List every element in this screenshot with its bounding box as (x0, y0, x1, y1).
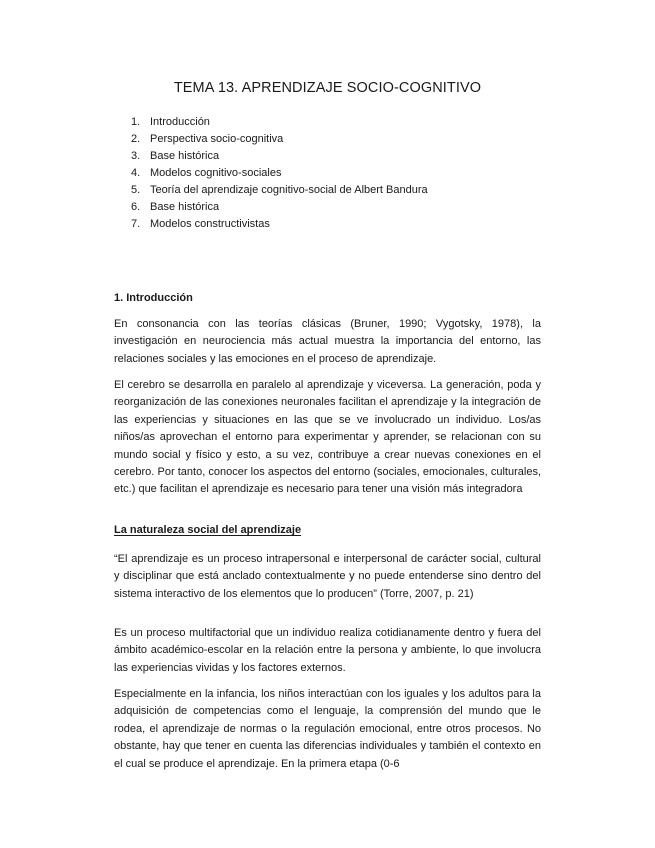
toc-item (131, 148, 428, 165)
toc-item-number: 4. (131, 167, 141, 179)
toc-item-number: 3. (131, 150, 141, 162)
toc-item (131, 131, 428, 148)
toc-item-number: 6. (131, 201, 141, 213)
toc-item-number: 1. (131, 116, 141, 128)
toc-item-number: 2. (131, 133, 141, 145)
toc-item-label: Base histórica (150, 201, 220, 213)
toc-item (131, 165, 428, 182)
toc-item-label: Base histórica (150, 150, 220, 162)
document-title: TEMA 13. APRENDIZAJE SOCIO-COGNITIVO (173, 80, 482, 96)
toc-item-label: Teoría del aprendizaje cognitivo-social de Albert Bandura (150, 184, 428, 196)
toc-item (131, 114, 428, 131)
subheading-social-nature: La naturaleza social del aprendizaje (114, 524, 302, 536)
toc-item-label: Introducción (150, 116, 210, 128)
toc-item (131, 182, 428, 199)
toc-item (131, 199, 428, 216)
section-heading: 1. Introducción (114, 292, 193, 304)
paragraph-brain-development: El cerebro se desarrolla en paralelo al aprendizaje y viceversa. La generación, poda y reorganización de las conexiones neuronales facilitan el aprendizaje y la integración de las experiencias y situaciones en las que se ve involucrado un individuo. Los/as niños/as aprovechan el entorno para experimentar y aprender, se relacionan con su mundo social y físico y esto, a su vez, contribuye a crear nuevas conexiones en el cerebro. Por tanto, conocer los aspectos del entorno (sociales, emocionales, culturales, etc.) que facilitan el aprendizaje es necesario para tener una visión más integradora (114, 379, 541, 496)
toc-item-label: Modelos constructivistas (150, 218, 270, 230)
table-of-contents (131, 114, 428, 233)
toc-item-number: 5. (131, 184, 141, 196)
toc-item-number: 7. (131, 218, 141, 230)
paragraph-childhood: Especialmente en la infancia, los niños interactúan con los iguales y los adultos para la adquisición de competencias como el lenguaje, la comprensión del mundo que le rodea, el aprendizaje de normas o la regulación emocional, entre otros procesos. No obstante, hay que tener en cuenta las diferencias individuales y también el contexto en el cual se produce el aprendizaje. En la primera etapa (0-6 (114, 688, 541, 770)
paragraph-multifactorial: Es un proceso multifactorial que un individuo realiza cotidianamente dentro y fuera del ámbito académico-escolar en la relación entre la persona y ambiente, lo que involucra las experiencias vividas y los factores externos. (114, 627, 541, 674)
toc-item (131, 216, 428, 233)
paragraph-quote: “El aprendizaje es un proceso intrapersonal e interpersonal de carácter social, cultural y disciplinar que está anclado contextualmente y no puede entenderse sino dentro del sistema interactivo de los elementos que lo producen” (Torre, 2007, p. 21) (114, 553, 541, 600)
toc-item-label: Modelos cognitivo-sociales (150, 167, 282, 179)
paragraph-intro: En consonancia con las teorías clásicas (Bruner, 1990; Vygotsky, 1978), la investigación en neurociencia más actual muestra la importancia del entorno, las relaciones sociales y las emociones en el proceso de aprendizaje. (114, 318, 541, 365)
toc-item-label: Perspectiva socio-cognitiva (150, 133, 284, 145)
